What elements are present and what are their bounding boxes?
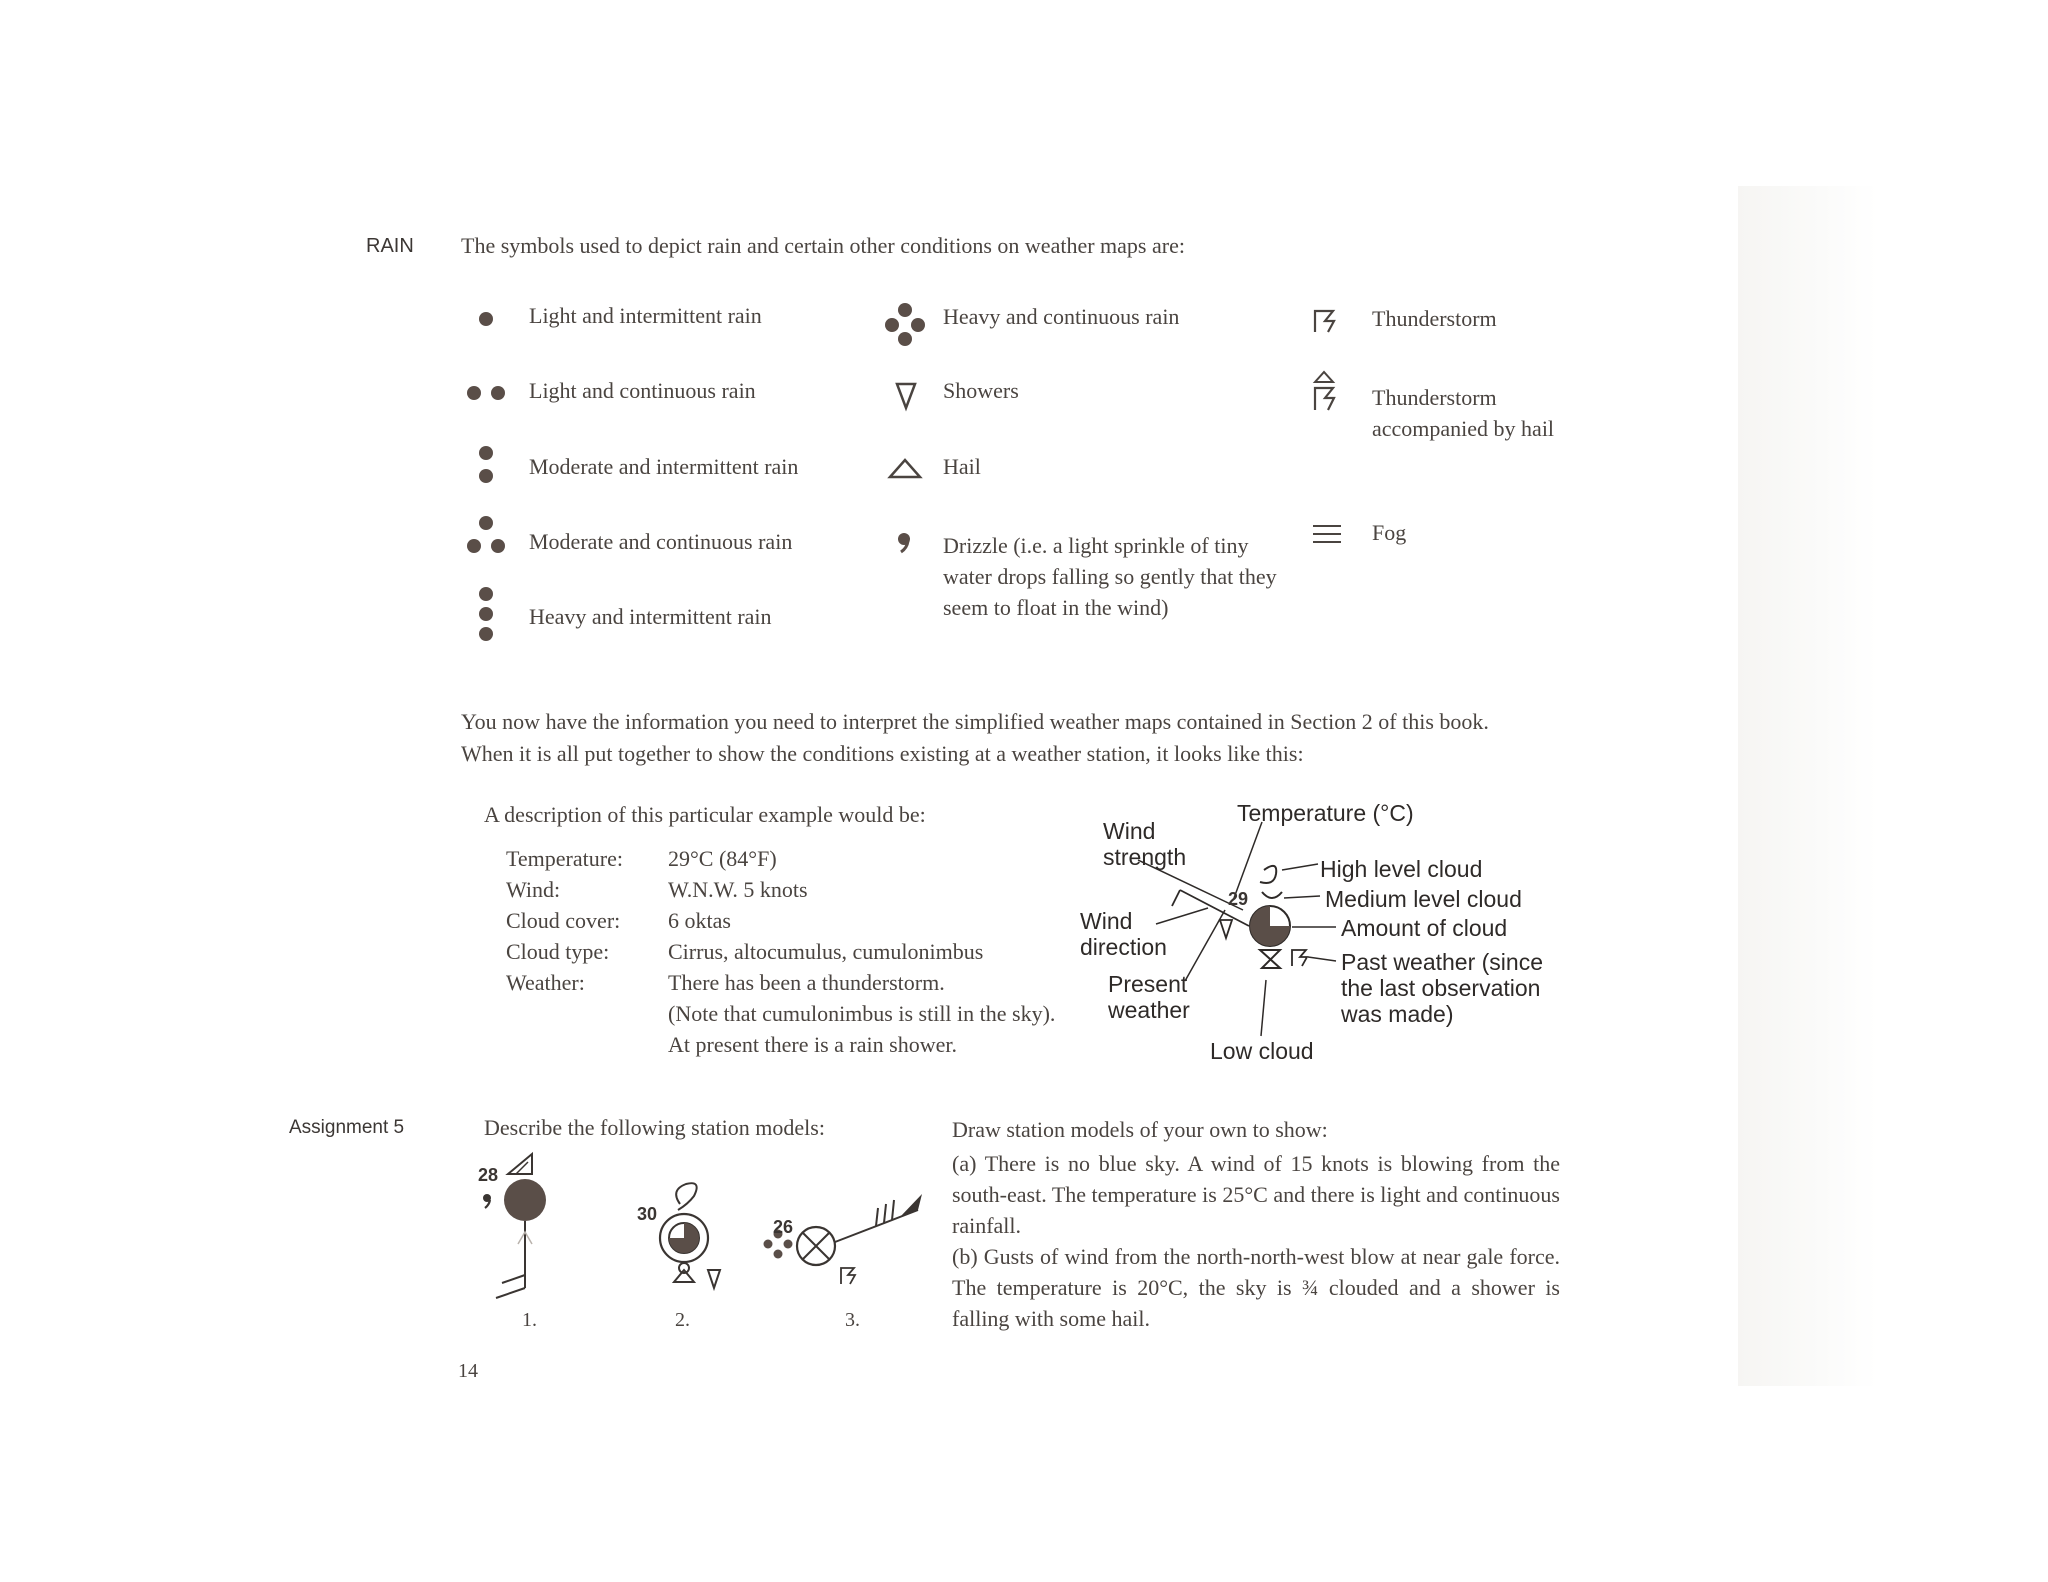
station-model-2 — [650, 1168, 740, 1298]
label-wind-direction-2: direction — [1080, 934, 1167, 960]
model-3-caption: 3. — [845, 1309, 860, 1331]
model-2-caption: 2. — [675, 1309, 690, 1331]
label-past-weather-3: was made) — [1341, 1001, 1454, 1027]
label-wind-direction-1: Wind — [1080, 908, 1133, 934]
legend-label: Thunderstorm — [1372, 306, 1497, 331]
summary-line-1: You now have the information you need to interpret the simplified weather maps contained in Section 2 of this book. — [461, 709, 1489, 734]
label-high-cloud: High level cloud — [1320, 856, 1483, 882]
model-2-temp: 30 — [637, 1204, 658, 1224]
rain-intro: The symbols used to depict rain and certain other conditions on weather maps are: — [461, 233, 1185, 258]
label-present-weather-1: Present — [1108, 971, 1188, 997]
heavy-intermittent-rain-icon — [474, 584, 498, 648]
label-present-weather-2: weather — [1108, 997, 1190, 1023]
moderate-continuous-rain-icon — [462, 512, 512, 558]
legend-label: Light and continuous rain — [529, 378, 756, 403]
drizzle-icon — [895, 530, 915, 556]
example-value: Cirrus, altocumulus, cumulonimbus — [668, 939, 984, 964]
model-1-temp: 28 — [478, 1165, 499, 1185]
example-intro: A description of this particular example would be: — [484, 802, 926, 827]
thunderstorm-icon — [1310, 306, 1340, 336]
example-note: At present there is a rain shower. — [668, 1032, 957, 1057]
label-wind-strength-2: strength — [1103, 844, 1187, 870]
model-3-temp: 26 — [773, 1217, 794, 1237]
legend-label-drizzle: Drizzle (i.e. a light sprinkle of tiny water drops falling so gently that they seem to float in the wind) — [943, 533, 1277, 620]
light-intermittent-rain-icon — [470, 305, 510, 329]
assignment-heading: Assignment 5 — [289, 1117, 405, 1138]
example-key: Weather: — [506, 970, 585, 995]
thunderstorm-hail-icon — [1310, 368, 1340, 414]
draw-intro: Draw station models of your own to show: — [952, 1117, 1328, 1142]
label-medium-cloud: Medium level cloud — [1325, 886, 1522, 912]
section-heading-rain: RAIN — [366, 235, 414, 257]
task-a: (a) There is no blue sky. A wind of 15 knots is blowing from the south-east. The temperature is 25°C and there is light and continuous rainfall. — [952, 1151, 1560, 1238]
station-model-3 — [760, 1190, 940, 1300]
example-value: There has been a thunderstorm. — [668, 970, 945, 995]
example-note: (Note that cumulonimbus is still in the sky). — [668, 1001, 1056, 1026]
fog-icon — [1310, 522, 1344, 546]
heavy-continuous-rain-icon — [880, 300, 930, 348]
page-number: 14 — [458, 1360, 478, 1382]
label-past-weather-2: the last observation — [1341, 975, 1541, 1001]
example-value: W.N.W. 5 knots — [668, 877, 808, 902]
legend-label: Fog — [1372, 520, 1407, 545]
legend-label: Heavy and continuous rain — [943, 304, 1180, 329]
legend-label: Moderate and intermittent rain — [529, 454, 799, 479]
legend-label: Moderate and continuous rain — [529, 529, 793, 554]
example-key: Temperature: — [506, 846, 623, 871]
label-wind-strength-1: Wind — [1103, 818, 1156, 844]
example-value: 29°C (84°F) — [668, 846, 777, 871]
showers-icon — [893, 380, 919, 412]
label-temperature: Temperature (°C) — [1237, 800, 1414, 826]
summary-line-2: When it is all put together to show the conditions existing at a weather station, it looks like this: — [461, 741, 1304, 766]
light-continuous-rain-icon — [462, 380, 512, 404]
station-temp-value: 29 — [1228, 889, 1249, 909]
example-key: Cloud cover: — [506, 908, 621, 933]
legend-label: Showers — [943, 378, 1019, 403]
example-key: Cloud type: — [506, 939, 610, 964]
legend-label: Heavy and intermittent rain — [529, 604, 772, 629]
hail-icon — [887, 455, 923, 481]
page-edge-shading — [1738, 186, 1878, 1386]
legend-label: Light and intermittent rain — [529, 303, 762, 328]
task-b: (b) Gusts of wind from the north-north-west blow at near gale force. The temperature is 20°C, the sky is ¾ clouded and a shower is falling with some hail. — [952, 1244, 1560, 1331]
label-past-weather-1: Past weather (since — [1341, 949, 1543, 975]
example-key: Wind: — [506, 877, 561, 902]
assignment-describe-intro: Describe the following station models: — [484, 1115, 825, 1140]
legend-label-thunderstorm-hail: Thunderstorm accompanied by hail — [1372, 385, 1555, 441]
legend-label: Hail — [943, 454, 981, 479]
label-low-cloud: Low cloud — [1210, 1038, 1314, 1064]
moderate-intermittent-rain-icon — [474, 442, 498, 488]
model-1-caption: 1. — [522, 1309, 537, 1331]
label-amount-cloud: Amount of cloud — [1341, 915, 1508, 941]
example-value: 6 oktas — [668, 908, 731, 933]
